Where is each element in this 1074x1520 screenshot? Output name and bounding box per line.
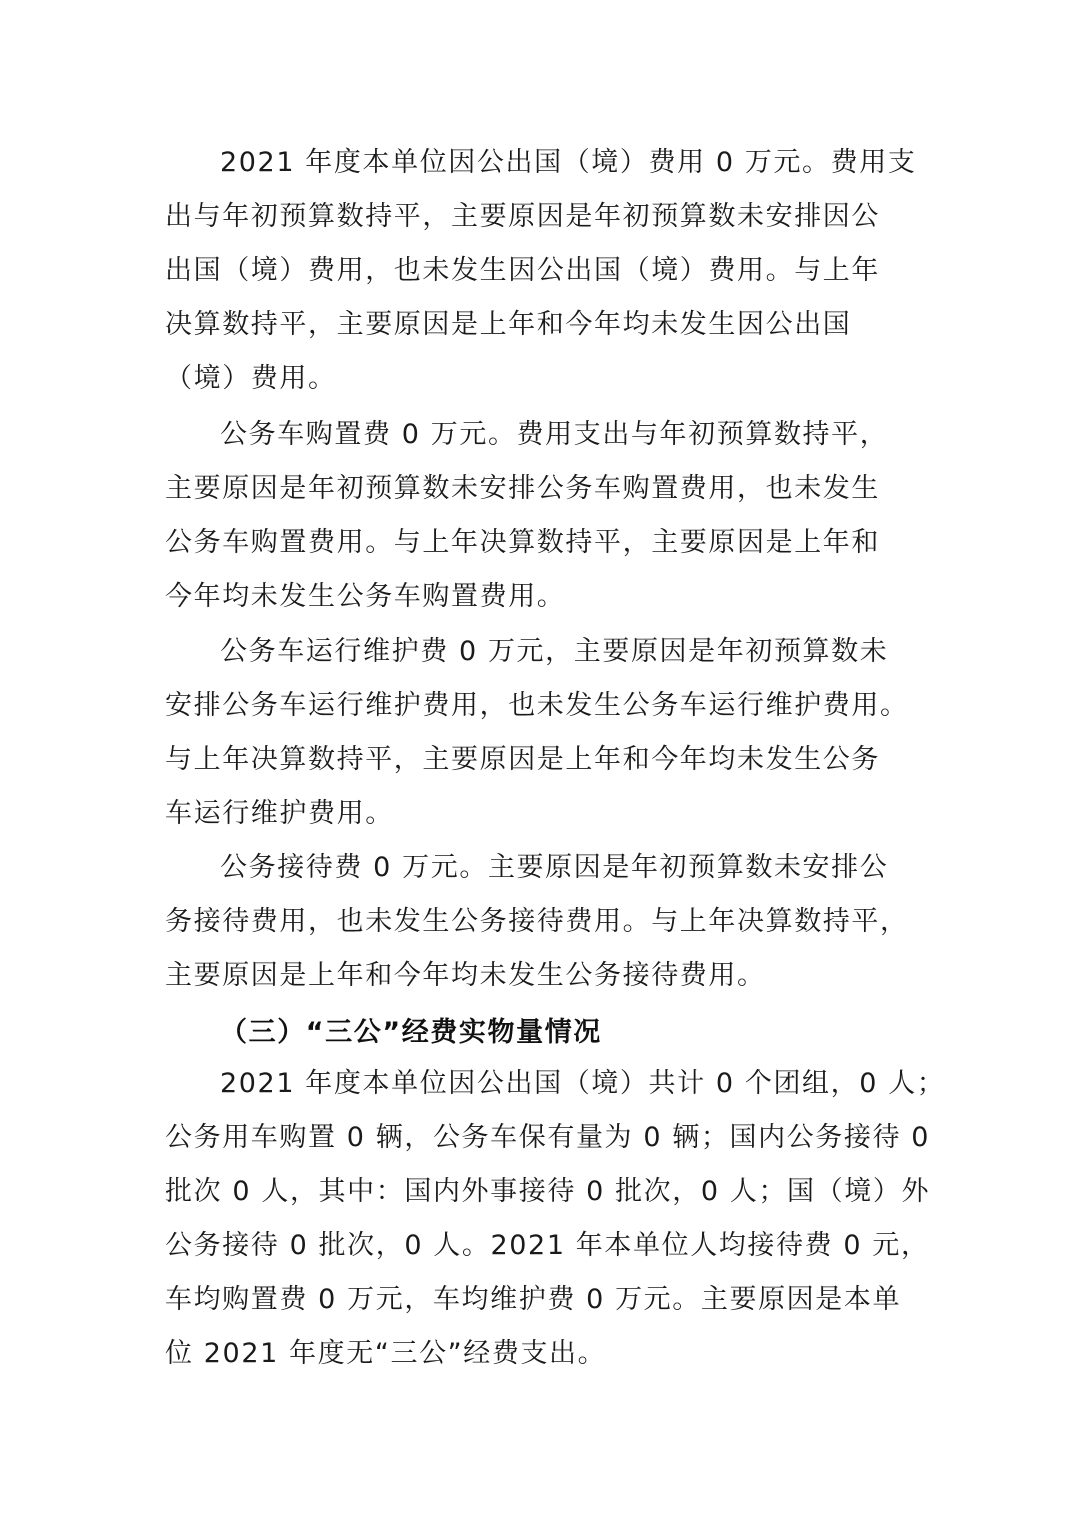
text-line: 决算数持平，主要原因是上年和今年均未发生因公出国	[165, 309, 852, 340]
text-line: 今年均未发生公务车购置费用。	[165, 581, 566, 612]
text-line: 与上年决算数持平，主要原因是上年和今年均未发生公务	[165, 744, 880, 775]
text-line: 2021 年度本单位因公出国（境）费用 0 万元。费用支	[220, 147, 917, 178]
text-line: 务接待费用，也未发生公务接待费用。与上年决算数持平，	[165, 906, 909, 937]
text-line: 公务车购置费用。与上年决算数持平，主要原因是上年和	[165, 527, 880, 558]
text-line: 车运行维护费用。	[165, 798, 394, 829]
section-heading: （三）“三公”经费实物量情况	[220, 1017, 602, 1048]
paragraph-vehicle-purchase	[165, 408, 945, 624]
text-line: 公务车运行维护费 0 万元，主要原因是年初预算数未	[220, 636, 889, 667]
text-line: 出国（境）费用，也未发生因公出国（境）费用。与上年	[165, 255, 880, 286]
paragraph-overseas-travel	[165, 136, 945, 406]
text-line: 公务接待 0 批次，0 人。2021 年本单位人均接待费 0 元，	[165, 1230, 930, 1261]
text-line: 批次 0 人，其中：国内外事接待 0 批次，0 人；国（境）外	[165, 1176, 931, 1207]
text-line: 公务用车购置 0 辆，公务车保有量为 0 辆；国内公务接待 0	[165, 1122, 931, 1153]
text-line: （境）费用。	[165, 363, 337, 394]
text-line: 车均购置费 0 万元，车均维护费 0 万元。主要原因是本单	[165, 1284, 902, 1315]
paragraph-reception	[165, 841, 945, 1003]
text-line: 位 2021 年度无“三公”经费支出。	[165, 1338, 607, 1369]
text-line: 公务接待费 0 万元。主要原因是年初预算数未安排公	[220, 852, 889, 883]
paragraph-vehicle-maintenance	[165, 625, 945, 841]
text-line: 出与年初预算数持平，主要原因是年初预算数未安排因公	[165, 201, 880, 232]
text-line: 2021 年度本单位因公出国（境）共计 0 个团组，0 人；	[220, 1068, 946, 1099]
text-line: 安排公务车运行维护费用，也未发生公务车运行维护费用。	[165, 690, 909, 721]
text-line: 主要原因是年初预算数未安排公务车购置费用，也未发生	[165, 473, 880, 504]
paragraph-physical-quantity	[165, 1057, 945, 1381]
text-line: 主要原因是上年和今年均未发生公务接待费用。	[165, 960, 766, 991]
text-line: 公务车购置费 0 万元。费用支出与年初预算数持平，	[220, 419, 889, 450]
